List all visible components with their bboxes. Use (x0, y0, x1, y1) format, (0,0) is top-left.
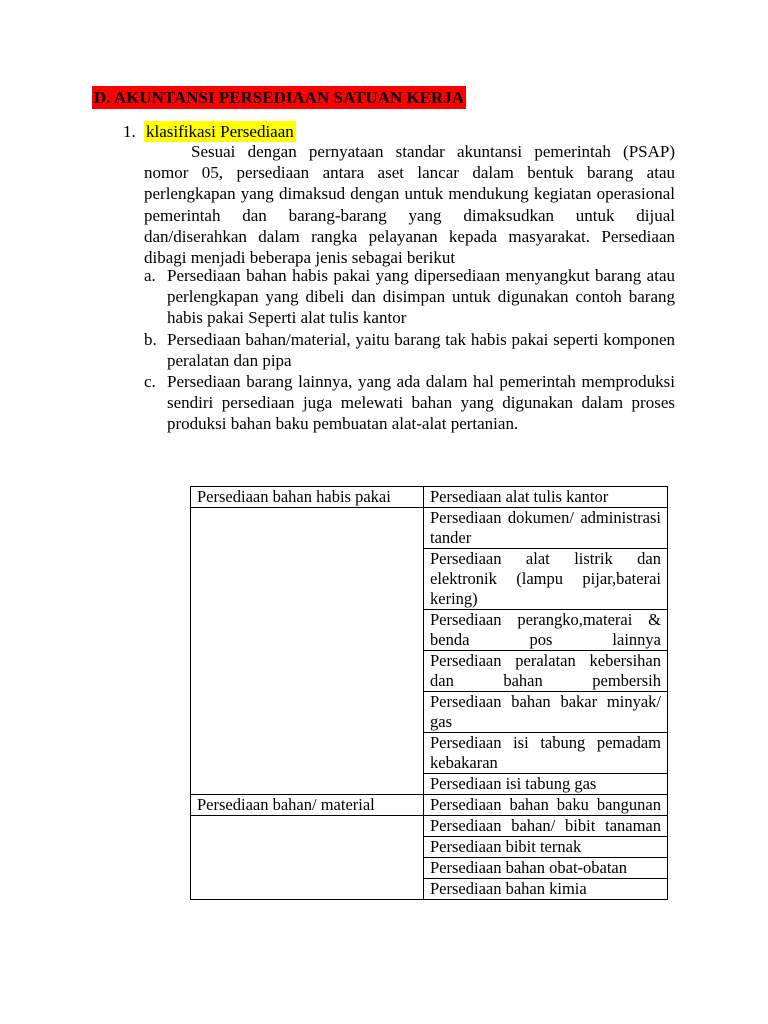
item-cell: Persediaan isi tabung gas (424, 774, 668, 795)
item-text: Persediaan isi tabung pemadam kebakaran (430, 733, 661, 772)
item-cell: Persediaan alat tulis kantor (424, 487, 668, 508)
item-cell (424, 795, 668, 816)
item-text: Persediaan bahan/ bibit tanaman (430, 816, 661, 835)
list-item-text: Persediaan bahan habis pakai yang dipersediaan menyangkut barang atau perlengkapan yang dibeli dan disimpan untuk digunakan contoh barang habis pakai Seperti alat tulis kantor (167, 266, 675, 328)
table-row (191, 508, 668, 549)
item-cell (424, 733, 668, 774)
subsection-title: klasifikasi Persediaan (146, 122, 294, 141)
category-cell: Persediaan bahan/ material (191, 795, 424, 816)
list-item (144, 329, 675, 371)
category-cell-empty (191, 816, 424, 900)
item-cell (424, 610, 668, 651)
table-row (191, 487, 668, 508)
item-text: Persediaan peralatan kebersihan dan bahan pembersih (430, 651, 661, 690)
item-cell: Persediaan bahan obat-obatan (424, 858, 668, 879)
list-marker: b. (144, 329, 157, 349)
item-cell: Persediaan bibit ternak (424, 837, 668, 858)
list-item (144, 265, 675, 329)
inventory-type-list (144, 265, 675, 435)
category-cell: Persediaan bahan habis pakai (191, 487, 424, 508)
item-cell (424, 549, 668, 610)
item-cell (424, 692, 668, 733)
item-text: Persediaan perangko,materai & benda pos lainnya (430, 610, 661, 649)
item-text: Persediaan bahan baku bangunan (430, 795, 661, 814)
item-cell (424, 651, 668, 692)
list-item-text: Persediaan bahan/material, yaitu barang tak habis pakai seperti komponen peralatan dan pipa (167, 329, 675, 370)
item-cell (424, 508, 668, 549)
inventory-table (190, 486, 668, 900)
table-row (191, 795, 668, 816)
item-cell: Persediaan bahan kimia (424, 879, 668, 900)
list-item (144, 371, 675, 435)
list-marker: a. (144, 266, 156, 285)
item-text: Persediaan alat listrik dan elektronik (lampu pijar,baterai kering) (430, 549, 661, 608)
table-row (191, 816, 668, 837)
item-cell (424, 816, 668, 837)
list-item-text: Persediaan barang lainnya, yang ada dalam hal pemerintah memproduksi sendiri persediaan juga melewati bahan yang digunakan dalam proses produksi bahan baku pembuatan alat-alat pertanian. (167, 372, 675, 434)
list-marker: c. (144, 372, 156, 392)
item-text: Persediaan bahan bakar minyak/ gas (430, 692, 661, 731)
category-cell-empty (191, 508, 424, 795)
item-text: Persediaan dokumen/ administrasi tander (430, 508, 661, 547)
subsection-number: 1. (123, 122, 136, 141)
section-heading: D. AKUNTANSI PERSEDIAAN SATUAN KERJA (94, 88, 465, 107)
intro-paragraph: Sesuai dengan pernyataan standar akuntansi pemerintah (PSAP) nomor 05, persediaan antara aset lancar dalam bentuk barang atau perlengkapan yang dimaksud dengan untuk mendukung kegiatan operasional pemerintah dan barang-barang yang dimaksudkan untuk dijual dan/diserahkan dalam rangka pelayanan kepada masyarakat. Persediaan dibagi menjadi beberapa jenis sebagai berikut (144, 142, 675, 268)
